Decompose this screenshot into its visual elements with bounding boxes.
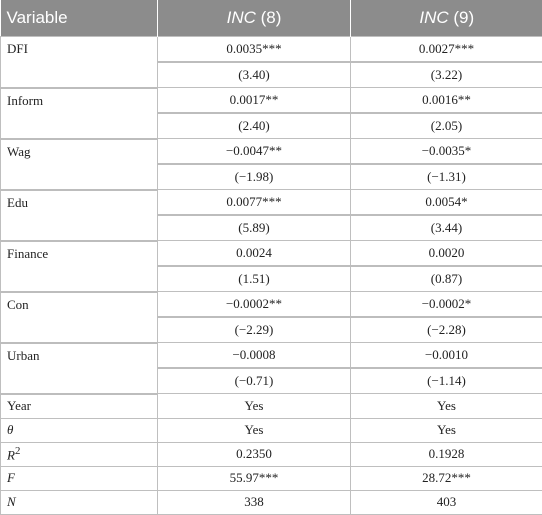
footer-cell: Yes <box>351 394 542 419</box>
table-row <box>1 418 542 442</box>
tstat-cell: (3.22) <box>351 62 542 88</box>
tstat-cell: (2.40) <box>158 113 351 139</box>
tstat-cell: (2.05) <box>351 113 542 139</box>
table-row <box>1 394 542 419</box>
variable-label: DFI <box>1 37 158 88</box>
table-row <box>1 88 542 114</box>
footer-label-text: R <box>7 447 15 462</box>
tstat-cell: (5.89) <box>158 215 351 241</box>
footer-cell: Yes <box>158 394 351 419</box>
footer-label <box>1 466 158 490</box>
coef-cell: 0.0077*** <box>158 190 351 216</box>
coef-cell: −0.0008 <box>158 343 351 369</box>
header-col-8-name: INC <box>227 8 256 27</box>
table-row <box>1 490 542 514</box>
footer-cell: 28.72*** <box>351 466 542 490</box>
variable-label: Urban <box>1 343 158 394</box>
coef-cell: 0.0017** <box>158 88 351 114</box>
coef-cell: −0.0035* <box>351 139 542 165</box>
table-row <box>1 442 542 466</box>
tstat-cell: (−1.98) <box>158 164 351 190</box>
footer-label <box>1 442 158 466</box>
tstat-cell: (−2.29) <box>158 317 351 343</box>
header-variable: Variable <box>1 0 158 37</box>
coef-cell: 0.0016** <box>351 88 542 114</box>
header-col-9-name: INC <box>419 8 448 27</box>
coef-cell: −0.0002** <box>158 292 351 318</box>
header-col-8 <box>158 0 351 37</box>
variable-label: Wag <box>1 139 158 190</box>
table-row <box>1 466 542 490</box>
coef-cell: −0.0047** <box>158 139 351 165</box>
table-row <box>1 292 542 318</box>
coef-cell: 0.0027*** <box>351 37 542 63</box>
footer-cell: 338 <box>158 490 351 514</box>
header-col-9-num: (9) <box>449 8 475 27</box>
footer-label-text: N <box>7 494 16 509</box>
coef-cell: 0.0054* <box>351 190 542 216</box>
header-col-9 <box>351 0 542 37</box>
footer-cell: 55.97*** <box>158 466 351 490</box>
header-row <box>1 0 542 37</box>
coef-cell: −0.0002* <box>351 292 542 318</box>
table-row <box>1 139 542 165</box>
table-row <box>1 241 542 267</box>
tstat-cell: (−2.28) <box>351 317 542 343</box>
footer-cell: 0.1928 <box>351 442 542 466</box>
tstat-cell: (−1.14) <box>351 368 542 394</box>
variable-label: Finance <box>1 241 158 292</box>
footer-label <box>1 418 158 442</box>
tstat-cell: (−0.71) <box>158 368 351 394</box>
footer-label: Year <box>1 394 158 419</box>
coef-cell: −0.0010 <box>351 343 542 369</box>
footer-cell: Yes <box>351 418 542 442</box>
coef-cell: 0.0035*** <box>158 37 351 63</box>
table-row <box>1 37 542 63</box>
footer-cell: Yes <box>158 418 351 442</box>
footer-label-text: F <box>7 470 15 485</box>
coef-cell: 0.0024 <box>158 241 351 267</box>
tstat-cell: (3.40) <box>158 62 351 88</box>
table-row <box>1 343 542 369</box>
tstat-cell: (0.87) <box>351 266 542 292</box>
footer-label-sup: 2 <box>15 445 20 457</box>
variable-label: Con <box>1 292 158 343</box>
table-row <box>1 190 542 216</box>
coef-cell: 0.0020 <box>351 241 542 267</box>
footer-label <box>1 490 158 514</box>
tstat-cell: (1.51) <box>158 266 351 292</box>
footer-cell: 403 <box>351 490 542 514</box>
footer-cell: 0.2350 <box>158 442 351 466</box>
variable-label: Inform <box>1 88 158 139</box>
footer-label-text: θ <box>7 422 13 437</box>
header-col-8-num: (8) <box>256 8 282 27</box>
tstat-cell: (−1.31) <box>351 164 542 190</box>
tstat-cell: (3.44) <box>351 215 542 241</box>
variable-label: Edu <box>1 190 158 241</box>
